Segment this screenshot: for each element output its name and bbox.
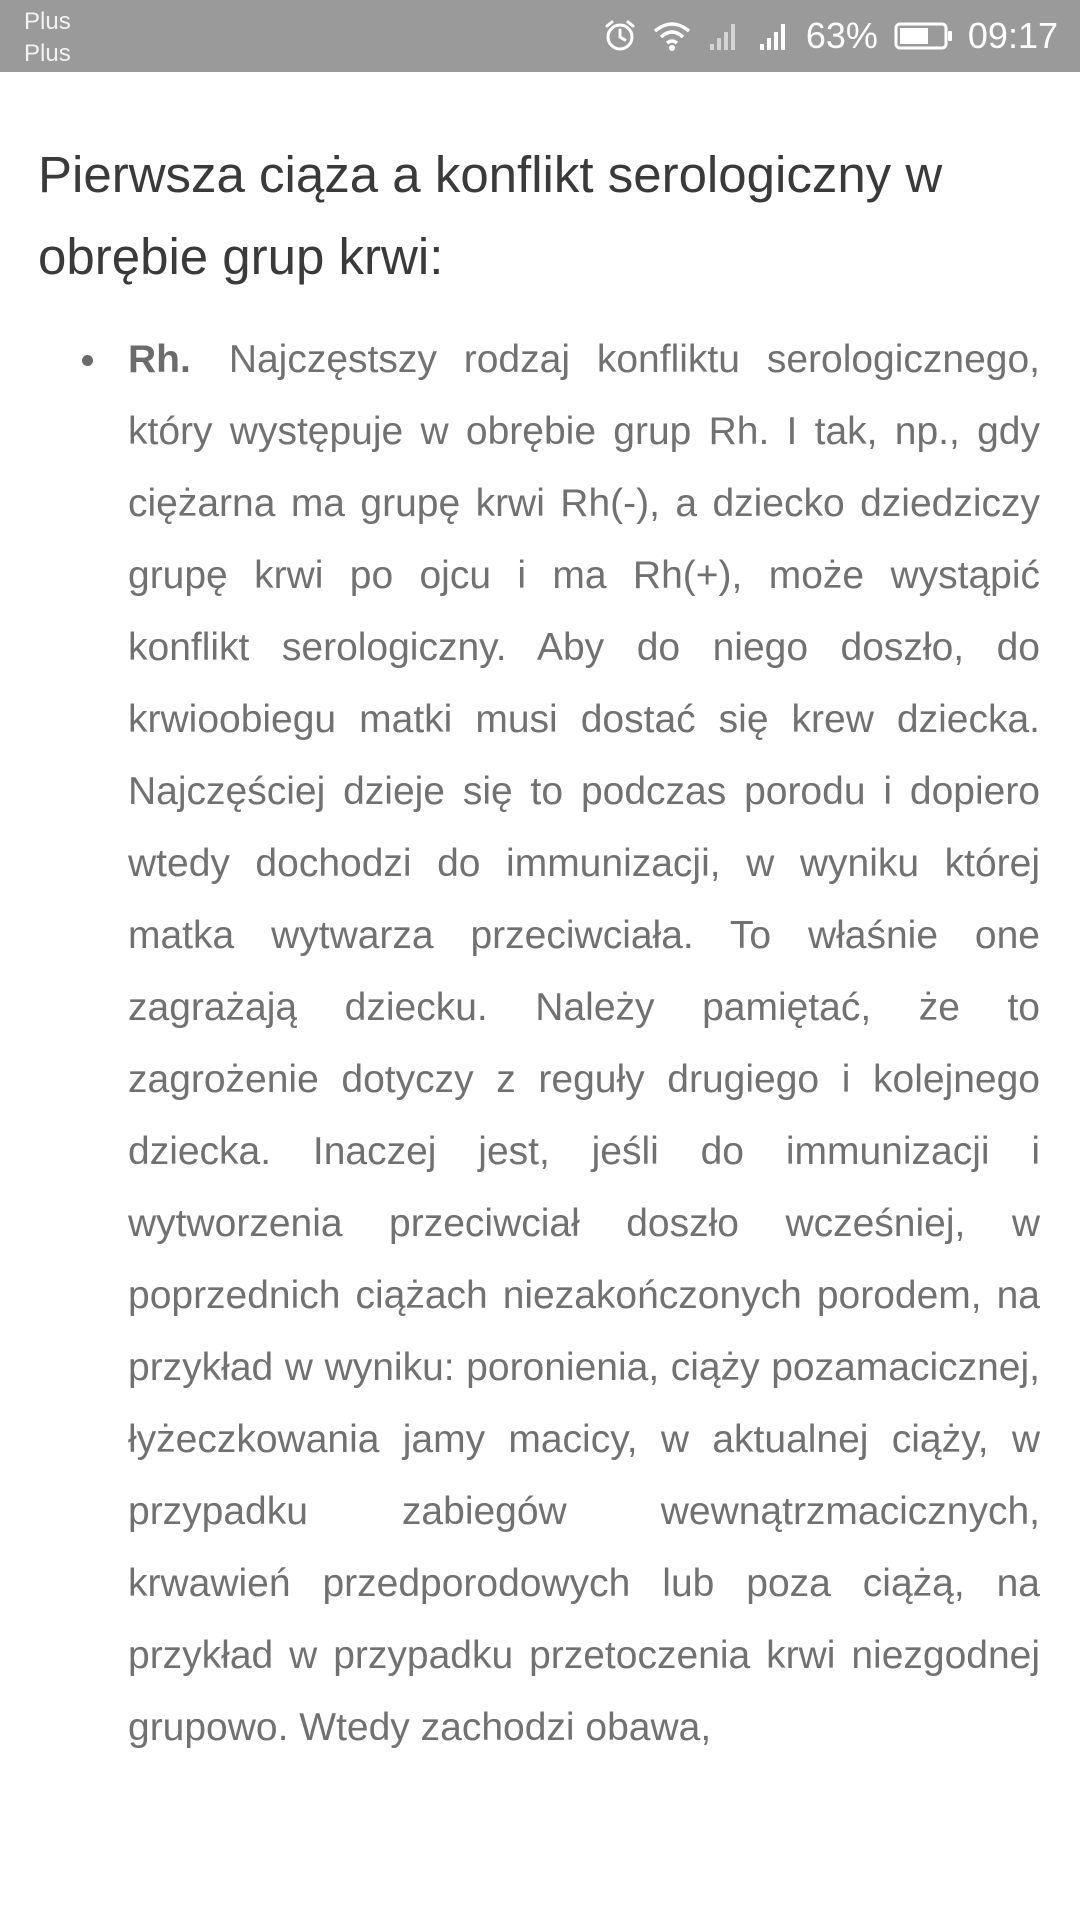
article-content[interactable] (0, 72, 1080, 1920)
wifi-icon (652, 18, 692, 54)
bullet-icon (82, 355, 93, 366)
carrier-line-2: Plus (24, 40, 71, 67)
signal-icon (756, 18, 792, 54)
carrier-line-1: Plus (24, 8, 71, 35)
list-item-text: Najczęstszy rodzaj konfliktu serologicznego, który występuje w obrębie grup Rh. I tak, np., gdy ciężarna ma grupę krwi Rh(-), a dziecko dziedziczy grupę krwi po ojcu i ma Rh(+), może wystąpić konflikt serologiczny. Aby do niego doszło, do krwioobiegu matki musi dostać się krew dziecka. Najczęściej dzieje się to podczas porodu i dopiero wtedy dochodzi do immunizacji, w wyniku której matka wytwarza przeciwciała. To właśnie one zagrażają dziecku. Należy pamiętać, że to zagrożenie dotyczy z reguły drugiego i kolejnego dziecka. Inaczej jest, jeśli do immunizacji i wytworzenia przeciwciał doszło wcześniej, w poprzednich ciążach niezakończonych porodem, na przykład w wyniku: poronienia, ciąży pozamacicznej, łyżeczkowania jamy macicy, w aktualnej ciąży, w przypadku zabiegów wewnątrzmacicznych, krwawień przedporodowych lub poza ciążą, na przykład w przypadku przetoczenia krwi niezgodnej grupowo. Wtedy zachodzi obawa, (128, 338, 1040, 1749)
carrier-name (24, 6, 71, 70)
status-icons (602, 0, 1058, 72)
clock: 09:17 (967, 15, 1058, 56)
list-item (0, 324, 1080, 1764)
list-item-term: Rh. (128, 338, 191, 381)
signal-icon (706, 18, 742, 54)
article-title: Pierwsza ciąża a konflikt serologiczny w obrębie grup krwi: (38, 146, 943, 285)
status-bar (0, 0, 1080, 72)
battery-icon (894, 20, 954, 52)
battery-percent: 63% (805, 15, 878, 56)
article-list (0, 324, 1080, 1764)
alarm-icon (602, 18, 638, 54)
